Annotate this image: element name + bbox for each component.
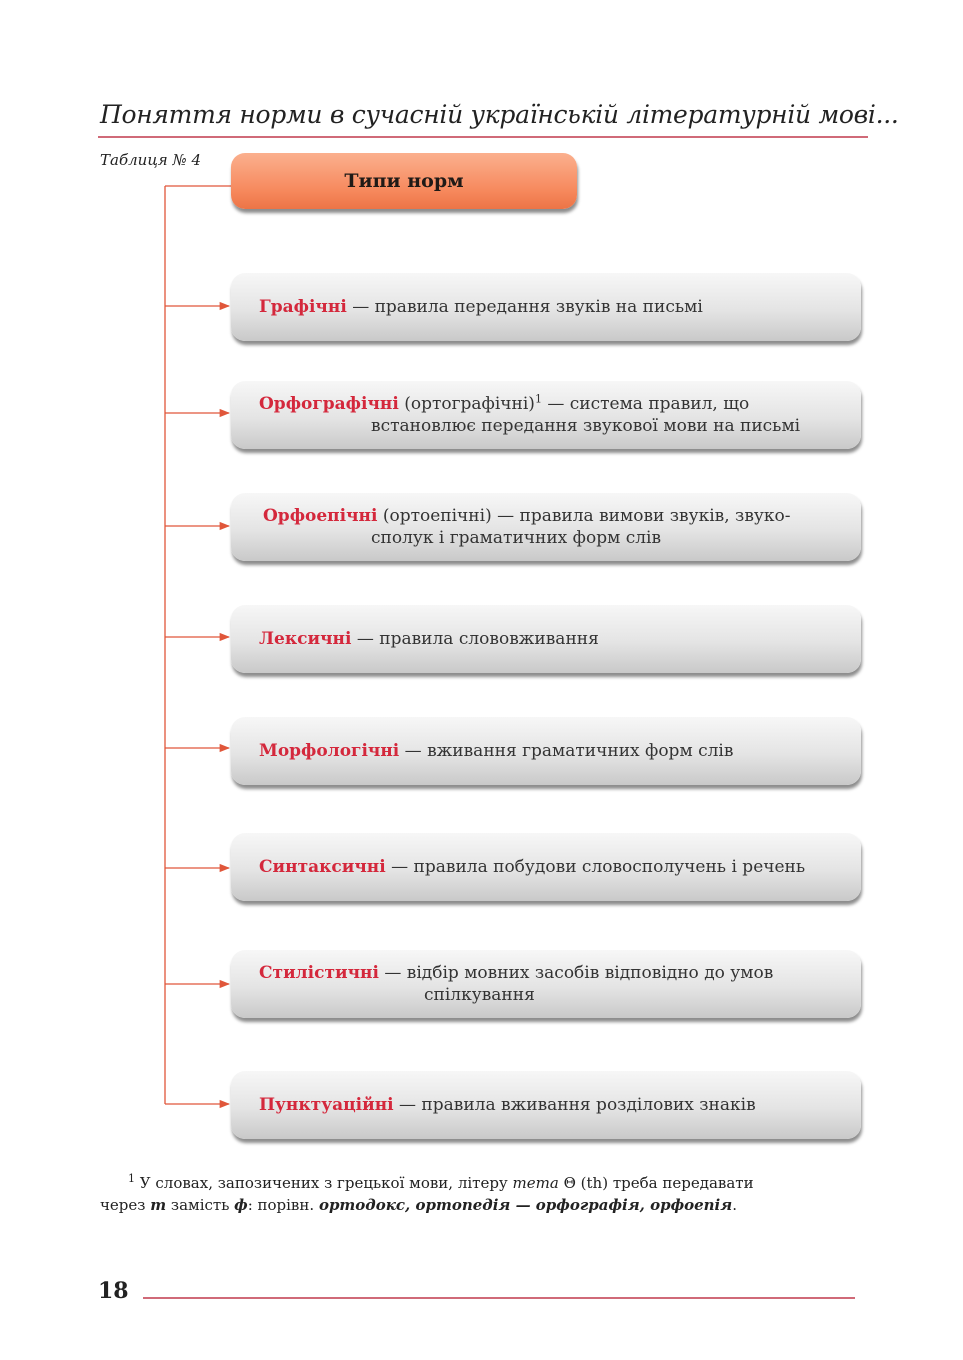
norm-term: Орфоепічні: [263, 506, 378, 526]
norm-box-orthographic: [231, 381, 861, 449]
norm-desc: — правила передання звуків на письмі: [352, 297, 703, 317]
root-box-norm-types: Типи норм: [231, 153, 577, 209]
norm-box-syntactic: [231, 833, 861, 901]
table-caption: Таблиця № 4: [100, 151, 201, 169]
norm-desc: (ортоепічні) — правила вимови звуків, звуко-: [382, 506, 791, 526]
norm-desc: — правила слововживання: [356, 629, 599, 649]
norm-box-punctuation: [231, 1071, 861, 1139]
norm-term: Стилістичні: [259, 963, 379, 983]
footnote-end: .: [732, 1196, 737, 1214]
norm-term: Орфографічні: [259, 394, 399, 414]
footnote-examples: ортодокс, ортопедія — орфографія, орфоепія: [318, 1196, 733, 1214]
page-number: 18: [98, 1278, 129, 1304]
norm-desc-line2: спілкування: [424, 985, 535, 1005]
footnote-ref: 1: [534, 392, 542, 406]
footer-rule: [143, 1297, 855, 1299]
footnote-text: замість: [170, 1196, 230, 1214]
norm-desc-cont: — система правил, що: [547, 394, 750, 414]
norm-desc: (ортографічні): [404, 394, 535, 414]
footnote-text: : порівн.: [247, 1196, 315, 1214]
norm-desc-line2: встановлює передання звукової мови на письмі: [371, 416, 801, 436]
footnote: [100, 1172, 866, 1216]
norm-desc: — правила вживання розділових знаків: [399, 1095, 756, 1115]
norm-desc-line2: сполук і граматичних форм слів: [371, 528, 662, 548]
norm-term: Пунктуаційні: [259, 1095, 394, 1115]
norm-box-graphic: [231, 273, 861, 341]
footnote-letter-f: ф: [234, 1196, 248, 1214]
norm-desc: — відбір мовних засобів відповідно до умов: [384, 963, 774, 983]
norm-box-orthoepic: [231, 493, 861, 561]
norm-box-morphological: [231, 717, 861, 785]
footnote-text: У словах, запозичених з грецької мови, літеру: [139, 1174, 508, 1192]
footnote-text: Θ (th) треба передавати: [563, 1174, 754, 1192]
footnote-text: через: [100, 1196, 146, 1214]
norm-term: Графічні: [259, 297, 347, 317]
footnote-letter-t: т: [150, 1196, 167, 1214]
norm-desc: — вживання граматичних форм слів: [404, 741, 734, 761]
footnote-word-teta: тета: [512, 1174, 559, 1192]
norm-desc: — правила побудови словосполучень і речень: [391, 857, 806, 877]
norm-term: Морфологічні: [259, 741, 400, 761]
norm-term: Лексичні: [259, 629, 352, 649]
norm-box-stylistic: [231, 950, 861, 1018]
norm-box-lexical: [231, 605, 861, 673]
norm-term: Синтаксичні: [259, 857, 386, 877]
footnote-mark: 1: [128, 1172, 135, 1185]
page-header-title: Поняття норми в сучасній українській літературній мові...: [100, 100, 899, 129]
